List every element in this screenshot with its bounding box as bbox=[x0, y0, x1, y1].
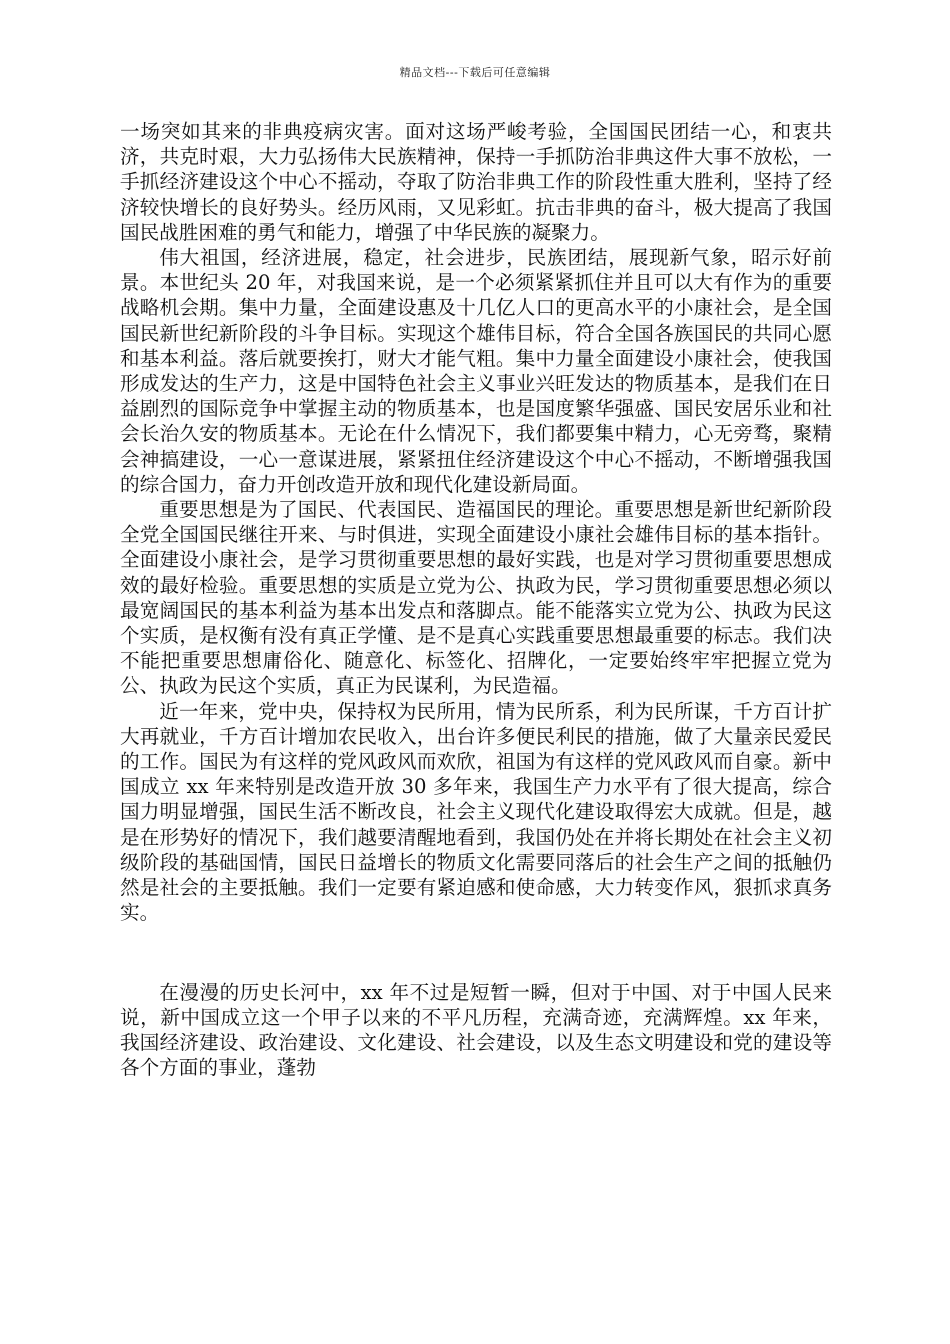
paragraph-4: 近一年来，党中央，保持权为民所用，情为民所系，利为民所谋，千方百计扩大再就业，千方百计增加农民收入，出台许多便民利民的措施，做了大量亲民爱民的工作。国民为有这样的党风政风而欢欣，祖国为有这样的党风政风而自豪。新中国成立 xx 年来特别是改造开放 30 多年来，我国生产力水平有了很大提高，综合国力明显增强，国民生活不断改良，社会主义现代化建设取得宏大成就。但是，越是在形势好的情况下，我们越要清醒地看到，我国仍处在并将长期处在社会主义初级阶段的基础国情，国民日益增长的物质文化需要同落后的社会生产之间的抵触仍然是社会的主要抵触。我们一定要有紧迫感和使命感，大力转变作风，狠抓求真务实。 bbox=[120, 699, 832, 925]
paragraph-2: 伟大祖国，经济进展，稳定，社会进步，民族团结，展现新气象，昭示好前景。本世纪头 20 年，对我国来说，是一个必须紧紧抓住并且可以大有作为的重要战略机会期。集中力量，全面建设惠及十几亿人口的更高水平的小康社会，是全国国民新世纪新阶段的斗争目标。实现这个雄伟目标，符合全国各族国民的共同心愿和基本利益。落后就要挨打，财大才能气粗。集中力量全面建设小康社会，使我国形成发达的生产力，这是中国特色社会主义事业兴旺发达的物质基本，是我们在日益剧烈的国际竞争中掌握主动的物质基本，也是国度繁华强盛、国民安居乐业和社会长治久安的物质基本。无论在什么情况下，我们都要集中精力，心无旁骛，聚精会神搞建设，一心一意谋进展，紧紧扭住经济建设这个中心不摇动，不断增强我国的综合国力，奋力开创改造开放和现代化建设新局面。 bbox=[120, 246, 832, 496]
page-header: 精品文档---下载后可任意编辑 bbox=[399, 66, 551, 79]
paragraph-5: 在漫漫的历史长河中，xx 年不过是短暂一瞬，但对于中国、对于中国人民来说，新中国成立这一个甲子以来的不平凡历程，充满奇迹，充满辉煌。xx 年来，我国经济建设、政治建设、文化建设、社会建设，以及生态文明建设和党的建设等各个方面的事业，蓬勃 bbox=[120, 980, 832, 1080]
paragraph-spacer bbox=[120, 926, 832, 980]
document-body bbox=[120, 119, 832, 1080]
paragraph-1: 一场突如其来的非典疫病灾害。面对这场严峻考验，全国国民团结一心，和衷共济，共克时艰，大力弘扬伟大民族精神，保持一手抓防治非典这件大事不放松，一手抓经济建设这个中心不摇动，夺取了防治非典工作的阶段性重大胜利，坚持了经济较快增长的良好势头。经历风雨，又见彩虹。抗击非典的奋斗，极大提高了我国国民战胜困难的勇气和能力，增强了中华民族的凝聚力。 bbox=[120, 120, 832, 244]
paragraph-3: 重要思想是为了国民、代表国民、造福国民的理论。重要思想是新世纪新阶段全党全国国民继往开来、与时俱进，实现全面建设小康社会雄伟目标的基本指针。全面建设小康社会，是学习贯彻重要思想的最好实践，也是对学习贯彻重要思想成效的最好检验。重要思想的实质是立党为公、执政为民，学习贯彻重要思想必须以最宽阔国民的基本利益为基本出发点和落脚点。能不能落实立党为公、执政为民这个实质，是权衡有没有真正学懂、是不是真心实践重要思想最重要的标志。我们决不能把重要思想庸俗化、随意化、标签化、招牌化，一定要始终牢牢把握立党为公、执政为民这个实质，真正为民谋利，为民造福。 bbox=[120, 498, 832, 698]
